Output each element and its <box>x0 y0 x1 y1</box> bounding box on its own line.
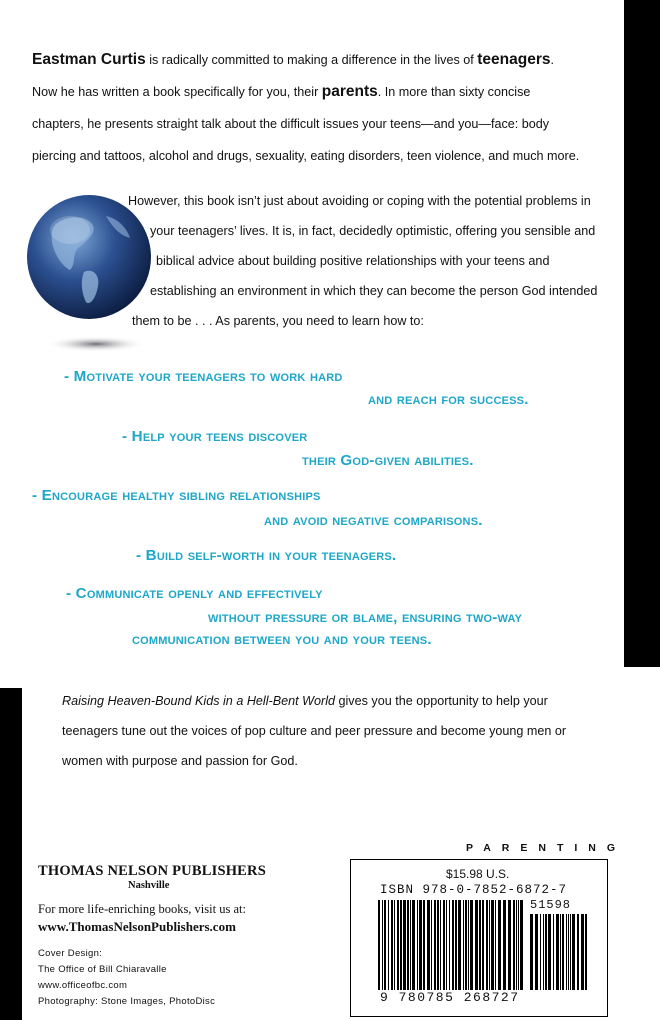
barcode-bar <box>449 900 450 990</box>
bullet-motivate-cont: and reach for success. <box>368 391 529 408</box>
barcode-bar <box>566 914 567 990</box>
barcode-bar <box>486 900 488 990</box>
barcode-bar <box>458 900 461 990</box>
barcode-bar <box>410 900 411 990</box>
barcode-bar <box>463 900 464 990</box>
barcode-bar <box>553 914 554 990</box>
barcode-bar <box>535 914 538 990</box>
credits <box>38 946 215 1010</box>
barcode-bar <box>581 914 584 990</box>
barcode-bar <box>446 900 447 990</box>
barcode-bar <box>384 900 386 990</box>
barcode-bar <box>482 900 484 990</box>
barcode-bar <box>388 900 389 990</box>
barcode-bar <box>431 900 432 990</box>
bullet-communicate-cont2: communication between you and your teens. <box>132 631 432 648</box>
barcode-bar <box>412 900 415 990</box>
bullet-build: - Build self-worth in your teenagers. <box>136 547 397 564</box>
addon-barcode-bars <box>530 914 588 990</box>
however-line: However, this book isn’t just about avoiding or coping with the potential problems in <box>128 194 591 208</box>
credit-line: The Office of Bill Chiaravalle <box>38 964 167 975</box>
however-line: establishing an environment in which they can become the person God intended <box>150 284 598 298</box>
barcode-bar <box>560 914 561 990</box>
barcode-bar <box>403 900 406 990</box>
publisher-website: www.ThomasNelsonPublishers.com <box>38 919 236 934</box>
barcode-bar <box>468 900 469 990</box>
intro-line-4: piercing and tattoos, alcohol and drugs, sexuality, eating disorders, teen violence, and much more. <box>32 149 580 163</box>
barcode-bar <box>407 900 409 990</box>
barcode-bar <box>572 914 575 990</box>
left-black-bar <box>0 688 22 1020</box>
credit-line: www.officeofbc.com <box>38 980 128 991</box>
barcode-bar <box>503 900 506 990</box>
barcode-bar <box>568 914 569 990</box>
closing-paragraph <box>62 686 582 776</box>
however-line: biblical advice about building positive relationships with your teens and <box>156 254 550 268</box>
price: $15.98 U.S. <box>446 867 510 881</box>
barcode-bar <box>423 900 425 990</box>
more-books-text: For more life-enriching books, visit us at: <box>38 902 246 916</box>
intro-line-1 <box>32 44 592 76</box>
closing-line-1 <box>62 686 582 716</box>
barcode-bar <box>562 914 564 990</box>
barcode-bar <box>427 900 430 990</box>
barcode-bar <box>489 900 490 990</box>
barcode-bar <box>391 900 393 990</box>
barcode-bar <box>440 900 441 990</box>
barcode-bar <box>516 900 517 990</box>
credit-line: Cover Design: <box>38 948 103 959</box>
intro-text: . In more than sixty concise <box>377 85 531 99</box>
barcode-bar <box>540 914 541 990</box>
parents-word: parents <box>321 83 378 100</box>
closing-text: gives you the opportunity to help your <box>335 694 548 708</box>
however-line: your teenagers’ lives. It is, in fact, decidedly optimistic, offering you sensible and <box>150 224 596 238</box>
barcode-bar <box>455 900 457 990</box>
barcode-bar <box>577 914 579 990</box>
barcode-bar <box>397 900 399 990</box>
bullet-encourage: - Encourage healthy sibling relationships <box>32 487 321 504</box>
barcode-bars <box>378 900 526 990</box>
intro-text: Now he has written a book specifically for you, their <box>32 85 322 99</box>
barcode-bar <box>400 900 402 990</box>
bullet-help: - Help your teens discover <box>122 428 308 445</box>
closing-line-3: women with purpose and passion for God. <box>62 754 298 768</box>
addon-code: 51598 <box>530 898 572 912</box>
bullet-communicate: - Communicate openly and effectively <box>66 585 323 602</box>
publisher-city: Nashville <box>128 880 170 891</box>
intro-line-2 <box>32 76 592 108</box>
intro-line-3: chapters, he presents straight talk about the difficult issues your teens—and you—face: body <box>32 117 550 131</box>
right-black-bar <box>624 0 660 667</box>
barcode-bar <box>452 900 454 990</box>
isbn: ISBN 978-0-7852-6872-7 <box>380 883 568 897</box>
barcode-bar <box>570 914 571 990</box>
however-line: them to be . . . As parents, you need to learn how to: <box>132 314 424 328</box>
intro-text: . <box>550 53 554 67</box>
bullet-help-cont: their God-given abilities. <box>302 452 474 469</box>
barcode-bar <box>513 900 515 990</box>
barcode-bar <box>548 914 551 990</box>
barcode-bar <box>434 900 436 990</box>
bullet-encourage-cont: and avoid negative comparisons. <box>264 512 483 529</box>
barcode-bar <box>491 900 494 990</box>
teenagers-word: teenagers <box>477 51 551 68</box>
barcode-bar <box>518 900 519 990</box>
barcode-bar <box>394 900 395 990</box>
intro-paragraph <box>32 44 592 172</box>
barcode-bar <box>479 900 481 990</box>
barcode-bar <box>443 900 445 990</box>
barcode-bar <box>543 914 544 990</box>
bullet-communicate-cont: without pressure or blame, ensuring two-way <box>208 609 523 626</box>
book-title: Raising Heaven-Bound Kids in a Hell-Bent World <box>62 694 335 708</box>
author-name: Eastman Curtis <box>32 51 146 68</box>
barcode-bar <box>520 900 523 990</box>
barcode-bar <box>530 914 533 990</box>
barcode-bar <box>465 900 467 990</box>
barcode-bar <box>545 914 547 990</box>
barcode-bar <box>475 900 478 990</box>
barcode-bar <box>585 914 587 990</box>
barcode-bar <box>382 900 383 990</box>
barcode-bar <box>495 900 496 990</box>
barcode-bar <box>498 900 501 990</box>
barcode-bar <box>419 900 422 990</box>
barcode-bar <box>508 900 511 990</box>
ean-number: 9 780785 268727 <box>380 990 520 1005</box>
category-label: PARENTING <box>466 842 627 854</box>
bullet-motivate: - Motivate your teenagers to work hard <box>64 368 343 385</box>
intro-text: is radically committed to making a difference in the lives of <box>145 53 478 67</box>
publisher-name: THOMAS NELSON PUBLISHERS <box>38 863 266 879</box>
closing-line-2: teenagers tune out the voices of pop culture and peer pressure and become young men or <box>62 724 567 738</box>
barcode-bar <box>417 900 418 990</box>
barcode-bar <box>556 914 559 990</box>
barcode-bar <box>470 900 473 990</box>
credit-line: Photography: Stone Images, PhotoDisc <box>38 996 216 1007</box>
barcode-bar <box>378 900 380 990</box>
however-paragraph <box>128 186 602 336</box>
barcode-bar <box>437 900 439 990</box>
